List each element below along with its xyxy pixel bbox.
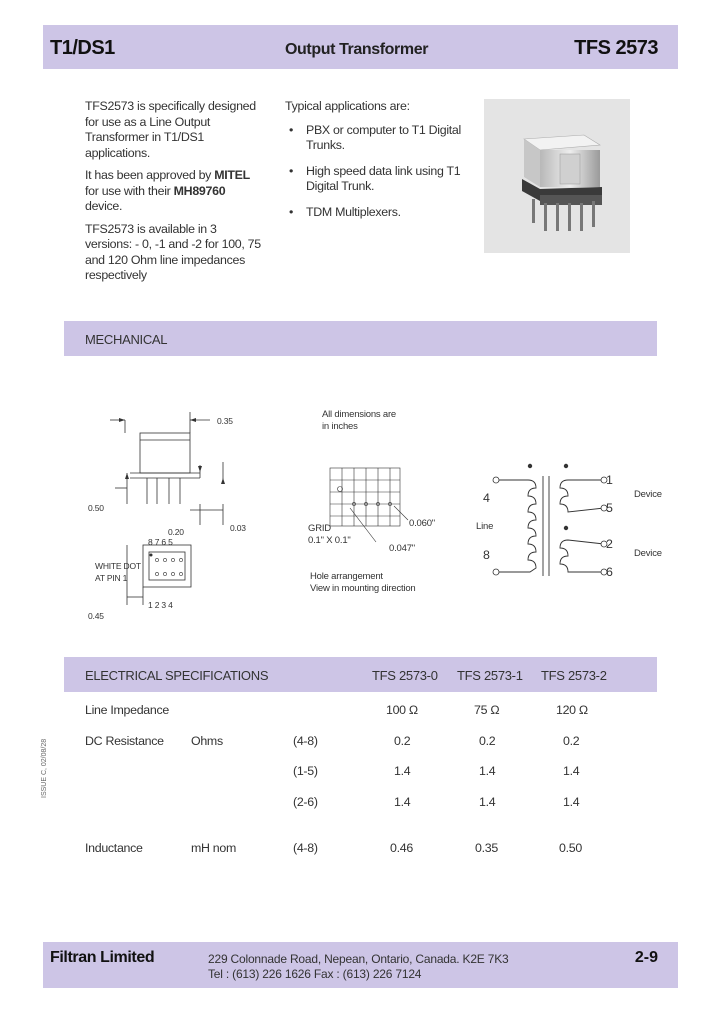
grid-spacing: 0.1" X 0.1" — [308, 535, 351, 546]
list-item: • High speed data link using T1 Digital Trunk. — [289, 163, 461, 193]
table-cell: 1.4 — [394, 795, 411, 809]
table-cell: 1.4 — [563, 764, 580, 778]
pins-4-8: (4-8) — [293, 734, 318, 748]
schematic-device-label-1: Device — [634, 489, 662, 500]
schematic-pin-6: 6 — [606, 565, 613, 579]
list-item: • PBX or computer to T1 Digital Trunks. — [289, 122, 461, 152]
unit-mh-nom: mH nom — [191, 841, 237, 855]
dimensions-note-line-1: All dimensions are — [322, 409, 397, 420]
column-header-2573-1: TFS 2573-1 — [457, 668, 523, 683]
dimension-0.03: 0.03 — [230, 523, 246, 533]
schematic-pin-8: 8 — [483, 548, 490, 562]
schematic-line-label: Line — [476, 521, 494, 532]
table-cell: 0.2 — [563, 734, 580, 748]
table-cell: 100 Ω — [386, 703, 418, 717]
electrical-title: ELECTRICAL SPECIFICATIONS — [85, 668, 269, 683]
intro-text — [85, 99, 265, 291]
schematic-pin-5: 5 — [606, 501, 613, 515]
intro-paragraph-3: TFS2573 is available in 3 versions: - 0, -1 and -2 for 100, 75 and 120 Ohm line impedances respectively — [85, 221, 261, 282]
list-item: • TDM Multiplexers. — [289, 204, 401, 219]
dimension-0.20: 0.20 — [168, 527, 184, 537]
transformer-schematic — [490, 458, 640, 588]
table-cell: 120 Ω — [556, 703, 588, 717]
schematic-pin-1: 1 — [606, 473, 613, 487]
unit-ohms: Ohms — [191, 734, 223, 748]
hole-caption-1: Hole arrangement — [310, 571, 383, 582]
pins-2-6: (2-6) — [293, 795, 318, 809]
column-header-2573-2: TFS 2573-2 — [541, 668, 607, 683]
dimension-0.50: 0.50 — [88, 503, 104, 513]
issue-note: ISSUE C, 02/08/28 — [41, 738, 48, 798]
table-cell: 75 Ω — [474, 703, 500, 717]
table-cell: 1.4 — [479, 795, 496, 809]
header-part-number: TFS 2573 — [574, 37, 658, 59]
schematic-device-label-2: Device — [634, 548, 662, 559]
company-address: 229 Colonnade Road, Nepean, Ontario, Canada. K2E 7K3 Tel : (613) 226 1626 Fax : (613) 226 7124 — [208, 952, 509, 981]
transformer-illustration — [484, 99, 630, 253]
hole-size-0.060: 0.060" — [409, 518, 435, 529]
hole-size-0.047: 0.047" — [389, 543, 415, 554]
pin-numbers-top: 8 7 6 5 — [148, 537, 173, 547]
device-model: MH89760 — [173, 183, 226, 198]
hole-caption-2: View in mounting direction — [310, 583, 416, 594]
applications-list — [285, 99, 465, 230]
intro-paragraph-2: It has been approved by MITEL for use with their MH89760 device. — [85, 168, 250, 213]
column-header-2573-0: TFS 2573-0 — [372, 668, 438, 683]
param-line-impedance: Line Impedance — [85, 703, 169, 717]
table-cell: 1.4 — [394, 764, 411, 778]
product-photo — [484, 99, 630, 253]
body-outline — [140, 433, 190, 473]
schematic-pin-2: 2 — [606, 537, 613, 551]
mitel-brand: MITEL — [214, 168, 250, 182]
header-center-title: Output Transformer — [285, 41, 429, 58]
footer-band — [43, 942, 678, 988]
pins-1-5: (1-5) — [293, 764, 318, 778]
intro-paragraph-1: TFS2573 is specifically designed for use as a Line Output Transformer in T1/DS1 applications. — [85, 99, 256, 160]
mechanical-drawing — [85, 400, 325, 640]
table-cell: 0.35 — [475, 841, 498, 855]
table-cell: 0.2 — [394, 734, 411, 748]
schematic-pin-4: 4 — [483, 491, 490, 505]
page-number: 2-9 — [634, 949, 658, 966]
electrical-section-band — [64, 657, 657, 692]
header-band — [43, 25, 678, 69]
table-cell: 1.4 — [563, 795, 580, 809]
company-name: Filtran Limited — [50, 949, 155, 966]
param-inductance: Inductance — [85, 841, 143, 855]
dimension-0.35: 0.35 — [217, 416, 233, 426]
pin-numbers-bottom: 1 2 3 4 — [148, 600, 173, 610]
dimension-0.45: 0.45 — [88, 611, 104, 621]
table-cell: 0.46 — [390, 841, 413, 855]
mechanical-section-band — [64, 321, 657, 356]
param-dc-resistance: DC Resistance — [85, 734, 164, 748]
table-cell: 1.4 — [479, 764, 496, 778]
pins-4-8: (4-8) — [293, 841, 318, 855]
table-cell: 0.50 — [559, 841, 582, 855]
marking-at-pin-1: AT PIN 1 — [95, 573, 128, 583]
grid-label: GRID — [308, 523, 331, 534]
applications-heading: Typical applications are: — [285, 99, 410, 113]
dimensions-note-line-2: in inches — [322, 421, 358, 432]
table-cell: 0.2 — [479, 734, 496, 748]
mechanical-title: MECHANICAL — [85, 332, 168, 347]
header-left-title: T1/DS1 — [50, 37, 115, 59]
marking-white-dot: WHITE DOT — [95, 561, 141, 571]
